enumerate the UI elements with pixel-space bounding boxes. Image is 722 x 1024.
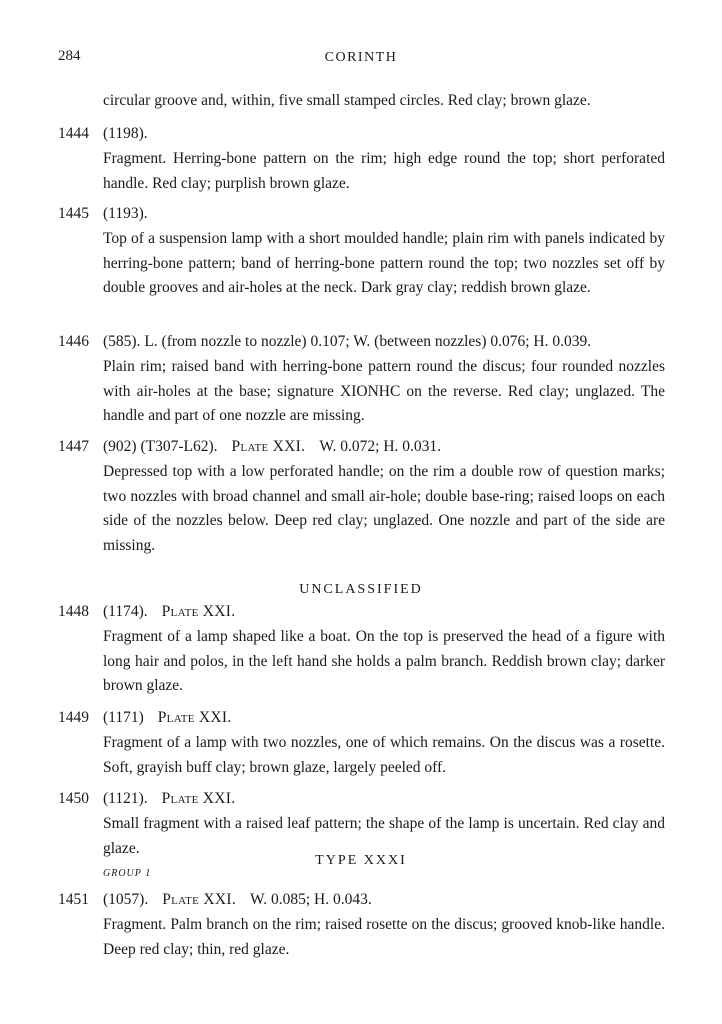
entry-description: Fragment of a lamp with two nozzles, one of which remains. On the discus was a rosette. Soft, grayish buff clay; brown glaze, largely peeled off. <box>103 734 665 776</box>
entry-heading <box>103 600 668 624</box>
plate-reference: Plate XXI. <box>231 438 306 455</box>
entry-description: Top of a suspension lamp with a short moulded handle; plain rim with panels indicated by herring-bone pattern; band of herring-bone pattern round the top; two nozzles set off by double grooves and air-holes at the neck. Dark gray clay; reddish brown glaze. <box>103 230 665 296</box>
entry-inventory: (1057). <box>103 891 149 908</box>
entry-heading <box>103 706 668 730</box>
entry-number: 1446 <box>58 333 89 350</box>
entry-description: Small fragment with a raised leaf pattern; the shape of the lamp is uncertain. Red clay and glaze. <box>103 815 665 857</box>
entry-heading <box>103 330 668 354</box>
entry-inventory: (1193). <box>103 205 148 222</box>
entry-inventory: (585). L. (from nozzle to nozzle) 0.107; W. (between nozzles) 0.076; H. 0.039. <box>103 333 592 350</box>
group-label: GROUP 1 <box>103 868 152 879</box>
entry-number: 1450 <box>58 790 89 807</box>
entry-number: 1447 <box>58 438 89 455</box>
entry-inventory: (1174). <box>103 603 148 620</box>
entry-description: Plain rim; raised band with herring-bone pattern round the discus; four rounded nozzles with air-holes at the base; signature XIONHC on the reverse. Red clay; unglazed. The handle and part of one nozzle are missing. <box>103 358 665 424</box>
entry-description: Fragment. Herring-bone pattern on the rim; high edge round the top; short perforated handle. Red clay; purplish brown glaze. <box>103 150 665 192</box>
plate-reference: Plate XXI. <box>161 603 236 620</box>
entry-description: Depressed top with a low perforated handle; on the rim a double row of question marks; two nozzles with broad channel and small air-hole; double base-ring; raised loops on each side of the nozzles below. Deep red clay; unglazed. One nozzle and part of the side are missing. <box>103 463 665 554</box>
plate-reference: Plate XXI. <box>157 709 232 726</box>
entry-heading <box>103 122 668 146</box>
section-heading-type: TYPE XXXI <box>315 853 407 868</box>
entry-heading <box>103 435 668 459</box>
entry-number: 1448 <box>58 603 89 620</box>
entry-number: 1451 <box>58 891 89 908</box>
page-number: 284 <box>58 48 81 64</box>
entry-number: 1445 <box>58 205 89 222</box>
entry-dimensions: W. 0.085; H. 0.043. <box>250 891 372 908</box>
running-title: CORINTH <box>324 50 398 65</box>
entry-inventory: (1121). <box>103 790 148 807</box>
section-heading-unclassified: UNCLASSIFIED <box>299 582 423 597</box>
entry-dimensions: W. 0.072; H. 0.031. <box>319 438 442 455</box>
entry-inventory: (1198). <box>103 125 148 142</box>
entry-description: Fragment of a lamp shaped like a boat. On the top is preserved the head of a figure with long hair and polos, in the left hand she holds a palm branch. Reddish brown clay; darker brown glaze. <box>103 628 665 694</box>
continuation-text: circular groove and, within, five small stamped circles. Red clay; brown glaze. <box>103 92 591 109</box>
plate-reference: Plate XXI. <box>162 891 237 908</box>
entry-number: 1444 <box>58 125 89 142</box>
entry-heading <box>103 888 668 912</box>
entry-inventory: (902) (T307-L62). <box>103 438 218 455</box>
entry-number: 1449 <box>58 709 89 726</box>
entry-heading <box>103 787 668 811</box>
plate-reference: Plate XXI. <box>161 790 236 807</box>
entry-heading <box>103 202 668 226</box>
entry-description: Fragment. Palm branch on the rim; raised rosette on the discus; grooved knob-like handle. Deep red clay; thin, red glaze. <box>103 916 665 958</box>
entry-inventory: (1171) <box>103 709 144 726</box>
